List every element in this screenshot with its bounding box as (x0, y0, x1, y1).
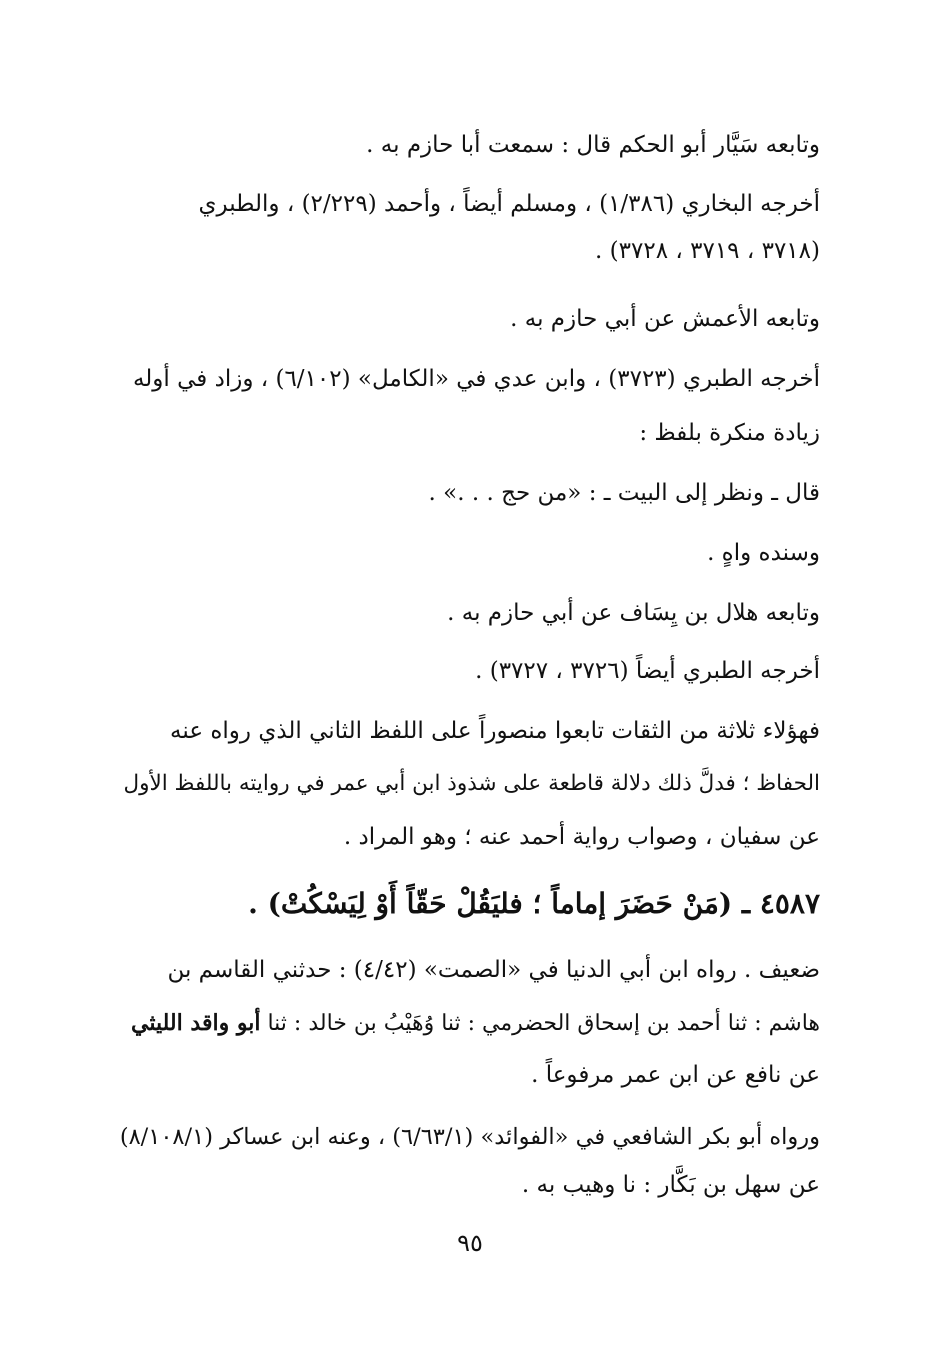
paragraph-line: ضعيف . رواه ابن أبي الدنيا في «الصمت» (٤/٤٢) : حدثني القاسم بن (167, 957, 820, 983)
paragraph-line: ورواه أبو بكر الشافعي في «الفوائد» (٦/٦٣/١) ، وعنه ابن عساكر (٨/١٠٨/١) (119, 1124, 820, 1150)
page-number: ٩٥ (457, 1229, 483, 1257)
paragraph-line: عن سهل بن بَكَّار : نا وهيب به . (521, 1172, 820, 1198)
paragraph-line: الحفاظ ؛ فدلَّ ذلك دلالة قاطعة على شذوذ ابن أبي عمر في روايته باللفظ الأول (123, 771, 820, 796)
paragraph-line: وسنده واهٍ . (707, 540, 820, 566)
paragraph-line: عن نافع عن ابن عمر مرفوعاً . (531, 1062, 820, 1088)
paragraph-line (120, 1008, 820, 1039)
paragraph-line: وتابعه الأعمش عن أبي حازم به . (510, 306, 820, 332)
text-segment: هاشم : ثنا أحمد بن إسحاق الحضرمي : ثنا وُهَيْبُ بن خالد : ثنا (260, 1011, 820, 1036)
hadith-heading: ٤٥٨٧ ـ (مَنْ حَضَرَ إماماً ؛ فليَقُلْ حَقّاً أَوْ لِيَسْكُتْ) . (248, 887, 820, 920)
paragraph-line: وتابعه سَيَّار أبو الحكم قال : سمعت أبا حازم به . (366, 132, 820, 158)
paragraph-line: وتابعه هلال بن يِسَاف عن أبي حازم به . (447, 600, 820, 626)
paragraph-line: قال ـ ونظر إلى البيت ـ : «من حج . . .» . (428, 480, 820, 506)
paragraph-line: أخرجه البخاري (١/٣٨٦) ، ومسلم أيضاً ، وأحمد (٢/٢٢٩) ، والطبري (198, 191, 820, 217)
paragraph-line: (٣٧١٨ ، ٣٧١٩ ، ٣٧٢٨) . (595, 238, 820, 264)
paragraph-line: أخرجه الطبري أيضاً (٣٧٢٦ ، ٣٧٢٧) . (475, 658, 820, 684)
paragraph-line: أخرجه الطبري (٣٧٢٣) ، وابن عدي في «الكامل» (٦/١٠٢) ، وزاد في أوله (132, 366, 820, 392)
bold-narrator-name: أبو واقد الليثي (131, 1010, 261, 1036)
paragraph-line: فهؤلاء ثلاثة من الثقات تابعوا منصوراً على اللفظ الثاني الذي رواه عنه (170, 718, 820, 744)
paragraph-line: زيادة منكرة بلفظ : (639, 420, 820, 446)
paragraph-line: عن سفيان ، وصواب رواية أحمد عنه ؛ وهو المراد . (343, 824, 820, 850)
